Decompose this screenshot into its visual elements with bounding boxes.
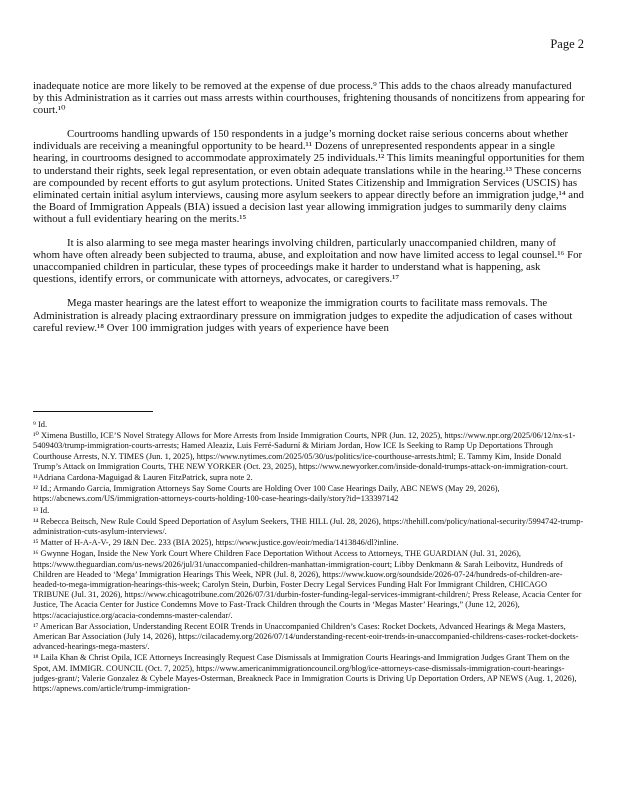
footnote: ¹⁴ Rebecca Beitsch, New Rule Could Speed Deportation of Asylum Seekers, THE HILL (Jul. 28, 2026), https://thehill.com/policy/national-security/5994742-trump-administration-cuts-asylum-interviews/. [33, 516, 584, 537]
footnote-divider [33, 411, 153, 412]
footnote: ¹⁷ American Bar Association, Understanding Recent EOIR Trends in Unaccompanied Children’s Cases: Rocket Dockets, Advanced Hearings & Mega Masters, American Bar Association (July 14, 2026), https://cilacademy.org/2026/07/14/understanding-recent-eoir-trends-in-unaccompanied-childrens-cases-rocket-dockets-advanced-hearings-mega-masters/. [33, 621, 579, 652]
page-number: Page 2 [550, 37, 584, 51]
footnotes [33, 420, 585, 695]
footnote: ¹⁵ Matter of H-A-A-V-, 29 I&N Dec. 233 (BIA 2025), https://www.justice.gov/eoir/media/1413846/dl?inline. [33, 538, 399, 548]
document-body [33, 80, 585, 346]
paragraph: It is also alarming to see mega master hearings involving children, particularly unaccompanied children, many of whom have often already been subjected to trauma, abuse, and exploitation and now have limited access to legal counsel.¹⁶ For unaccompanied children in particular, these types of proceedings make it harder to understand what is happening, ask questions, identify errors, or communicate with attorneys, advocates, or caregivers.¹⁷ [33, 237, 583, 286]
footnote: ⁹ Id. [33, 420, 48, 429]
footnote: ¹³ Id. [33, 505, 50, 515]
paragraph: Courtrooms handling upwards of 150 respondents in a judge’s morning docket raise serious concerns about whether individuals are receiving a meaningful opportunity to be heard.¹¹ Dozens of unrepresented respondents appear in a single hearing, in courtrooms designed to accommodate approximately 25 individuals.¹² This limits meaningful opportunities for them to understand their rights, seek legal representation, or even obtain adequate translations while in the hearing.¹³ These concerns are compounded by recent efforts to gut asylum protections. United States Citizenship and Immigration Services (USCIS) has eliminated certain initial asylum interviews, causing more asylum seekers to appear directly before an immigration judge,¹⁴ and the Board of Immigration Appeals (BIA) issued a decision last year allowing immigration judges to summarily deny claims without a full evidentiary hearing on the merits.¹⁵ [33, 128, 585, 225]
footnote: ¹⁰ Ximena Bustillo, ICE’S Novel Strategy Allows for More Arrests from Inside Immigration Courts, NPR (Jun. 12, 2025), https://www.npr.org/2025/06/12/nx-s1-5409403/trump-immigration-courts-arrests; Hamed Aleaziz, Luis Ferré-Sadurní & Miriam Jordan, How ICE Is Seeking to Ramp Up Deportations Through Courthouse Arrests, N.Y. TIMES (Jun. 1, 2025), https://www.nytimes.com/2025/05/30/us/politics/ice-courthouse-arrests.html; E. Tammy Kim, Inside Donald Trump’s Attack on Immigration Courts, THE NEW YORKER (Oct. 23, 2025), https://www.newyorker.com/inside-donald-trumps-attack-on-immigration-court. [33, 431, 576, 471]
paragraph: Mega master hearings are the latest effort to weaponize the immigration courts to facilitate mass removals. The Administration is already placing extraordinary pressure on immigration judges to expedite the adjudication of cases without careful review.¹⁸ Over 100 immigration judges with years of experience have been [33, 297, 573, 334]
footnote: ¹² Id.; Armando Garcia, Immigration Attorneys Say Some Courts are Holding Over 100 Case Hearings Daily, ABC NEWS (May 29, 2026), https://abcnews.com/US/immigration-attorneys-courts-holding-100-case-hearings-daily/story?id=133397142 [33, 484, 500, 504]
footnote: ¹⁶ Gwynne Hogan, Inside the New York Court Where Children Face Deportation Without Access to Attorneys, THE GUARDIAN (Jul. 31, 2026), https://www.theguardian.com/us-news/2026/jul/31/unaccompanied-children-manhattan-immigration-court; Libby Denkmann & Sarah Leibovitz, Hundreds of Children are Headed to ‘Mega’ Immigration Hearings This Week, NPR (Jul. 8, 2026), https://www.kuow.org/soundside/2026-07-24/hundreds-of-children-are-headed-to-mega-immigration-hearings-this-week; Carolyn Stein, Durbin, Foster Decry Legal Services Funding Halt For Immigrant Children, CHICAGO TRIBUNE (Jul. 31, 2026), https://www.chicagotribune.com/2026/07/31/durbin-foster-funding-legal-services-immigrant-children/; Press Release, Acacia Center for Justice, The Acacia Center for Justice Condemns Move to Fast-Track Children through the Courts in ‘Megas Master’ Hearings,” (June 12, 2026), https://acaciajustice.org/acacia-condemns-master-calendar/. [33, 549, 582, 620]
paragraph: inadequate notice are more likely to be removed at the expense of due process.⁹ This adds to the chaos already manufactured by this Administration as it carries out mass arrests within courthouses, frightening thousands of noncitizens from appearing for court.¹⁰ [33, 80, 585, 117]
footnote: ¹¹Adriana Cardona-Maguigad & Lauren FitzPatrick, supra note 2. [33, 473, 253, 483]
footnote: ¹⁸ Laila Khan & Christ Opila, ICE Attorneys Increasingly Request Case Dismissals at Immigration Courts Hearings-and Immigration Judges Grant Them on the Spot, AM. IMMIGR. COUNCIL (Oct. 7, 2025), https://www.americanimmigrationcouncil.org/blog/ice-attorneys-case-dismissals-immigration-court-hearings-judges-grant/; Valerie Gonzalez & Cybele Mayes-Osterman, Breakneck Pace in Immigration Courts is Driving Up Deportation Orders, AP NEWS (Aug. 1, 2026), https://apnews.com/article/trump-immigration- [33, 653, 577, 694]
